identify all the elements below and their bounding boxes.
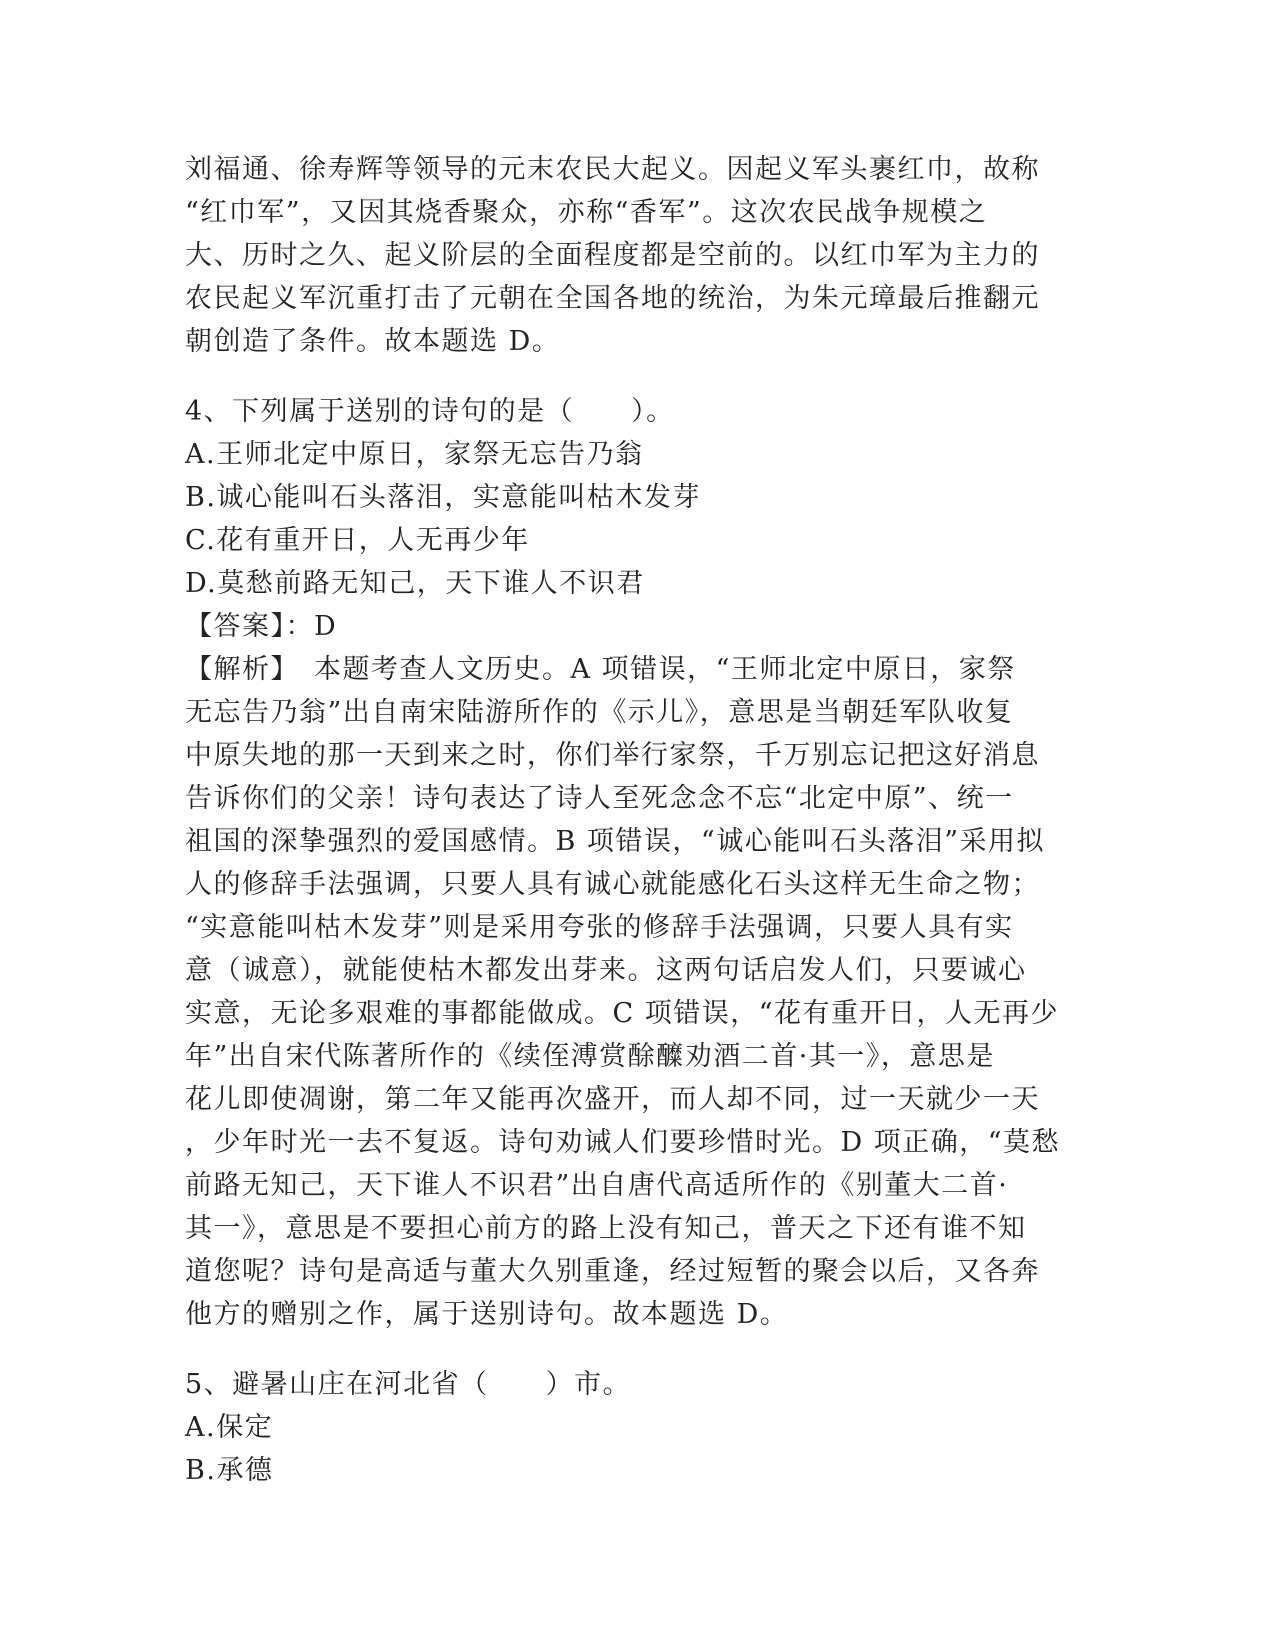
option-a: A.保定	[185, 1412, 274, 1443]
analysis-line: 花儿即使凋谢，第二年又能再次盛开，而人却不同，过一天就少一天	[185, 1084, 1040, 1115]
analysis-line: 前路无知己，天下谁人不识君”出自唐代高适所作的《别董大二首·	[185, 1170, 1009, 1201]
question-stem: 4、下列属于送别的诗句的是（ ）。	[185, 396, 675, 427]
analysis-line: 祖国的深挚强烈的爱国感情。B 项错误，“诚心能叫石头落泪”采用拟	[185, 826, 1046, 857]
analysis-line: “实意能叫枯木发芽”则是采用夸张的修辞手法强调，只要人具有实	[185, 912, 1014, 943]
question-5	[185, 1363, 1065, 1492]
analysis-line: 他方的赠别之作，属于送别诗句。故本题选 D。	[185, 1299, 789, 1330]
q3-explanation-tail	[185, 148, 1065, 363]
analysis-line: 告诉你们的父亲！诗句表达了诗人至死念念不忘“北定中原”、统一	[185, 783, 1014, 814]
option-c: C.花有重开日，人无再少年	[185, 525, 530, 556]
answer-line: 【答案】：D	[185, 611, 338, 642]
text-line: “红巾军”，又因其烧香聚众，亦称“香军”。这次农民战争规模之	[185, 197, 988, 228]
analysis-block	[185, 648, 1065, 1336]
analysis-line: 道您呢？诗句是高适与董大久别重逢，经过短暂的聚会以后，又各奔	[185, 1256, 1040, 1287]
analysis-line: 【解析】 本题考查人文历史。A 项错误，“王师北定中原日，家祭	[185, 654, 1016, 685]
analysis-line: 无忘告乃翁”出自南宋陆游所作的《示儿》，意思是当朝廷军队收复	[185, 697, 1014, 728]
option-b: B.诚心能叫石头落泪，实意能叫枯木发芽	[185, 482, 701, 513]
spacer	[185, 1336, 1065, 1363]
text-line: 朝创造了条件。故本题选 D。	[185, 326, 561, 357]
analysis-line: 实意，无论多艰难的事都能做成。C 项错误，“花有重开日，人无再少	[185, 998, 1060, 1029]
option-b: B.承德	[185, 1455, 274, 1486]
analysis-line: 意（诚意），就能使枯木都发出芽来。这两句话启发人们，只要诚心	[185, 955, 1027, 986]
document-content	[185, 148, 1065, 1492]
analysis-line: ，少年时光一去不复返。诗句劝诫人们要珍惜时光。D 项正确，“莫愁	[185, 1127, 1061, 1158]
text-line: 农民起义军沉重打击了元朝在全国各地的统治，为朱元璋最后推翻元	[185, 283, 1040, 314]
spacer	[185, 363, 1065, 390]
text-line: 大、历时之久、起义阶层的全面程度都是空前的。以红巾军为主力的	[185, 240, 1040, 271]
option-a: A.王师北定中原日，家祭无忘告乃翁	[185, 439, 644, 470]
text-line: 刘福通、徐寿辉等领导的元末农民大起义。因起义军头裹红巾，故称	[185, 154, 1040, 185]
question-stem: 5、避暑山庄在河北省（ ）市。	[185, 1369, 632, 1400]
analysis-line: 人的修辞手法强调，只要人具有诚心就能感化石头这样无生命之物；	[185, 869, 1040, 900]
option-d: D.莫愁前路无知己，天下谁人不识君	[185, 568, 645, 599]
analysis-line: 其一》，意思是不要担心前方的路上没有知己，普天之下还有谁不知	[185, 1213, 1027, 1244]
analysis-line: 年”出自宋代陈著所作的《续侄溥赏酴醾劝酒二首·其一》，意思是	[185, 1041, 995, 1072]
question-4	[185, 390, 1065, 1336]
analysis-line: 中原失地的那一天到来之时，你们举行家祭，千万别忘记把这好消息	[185, 740, 1040, 771]
